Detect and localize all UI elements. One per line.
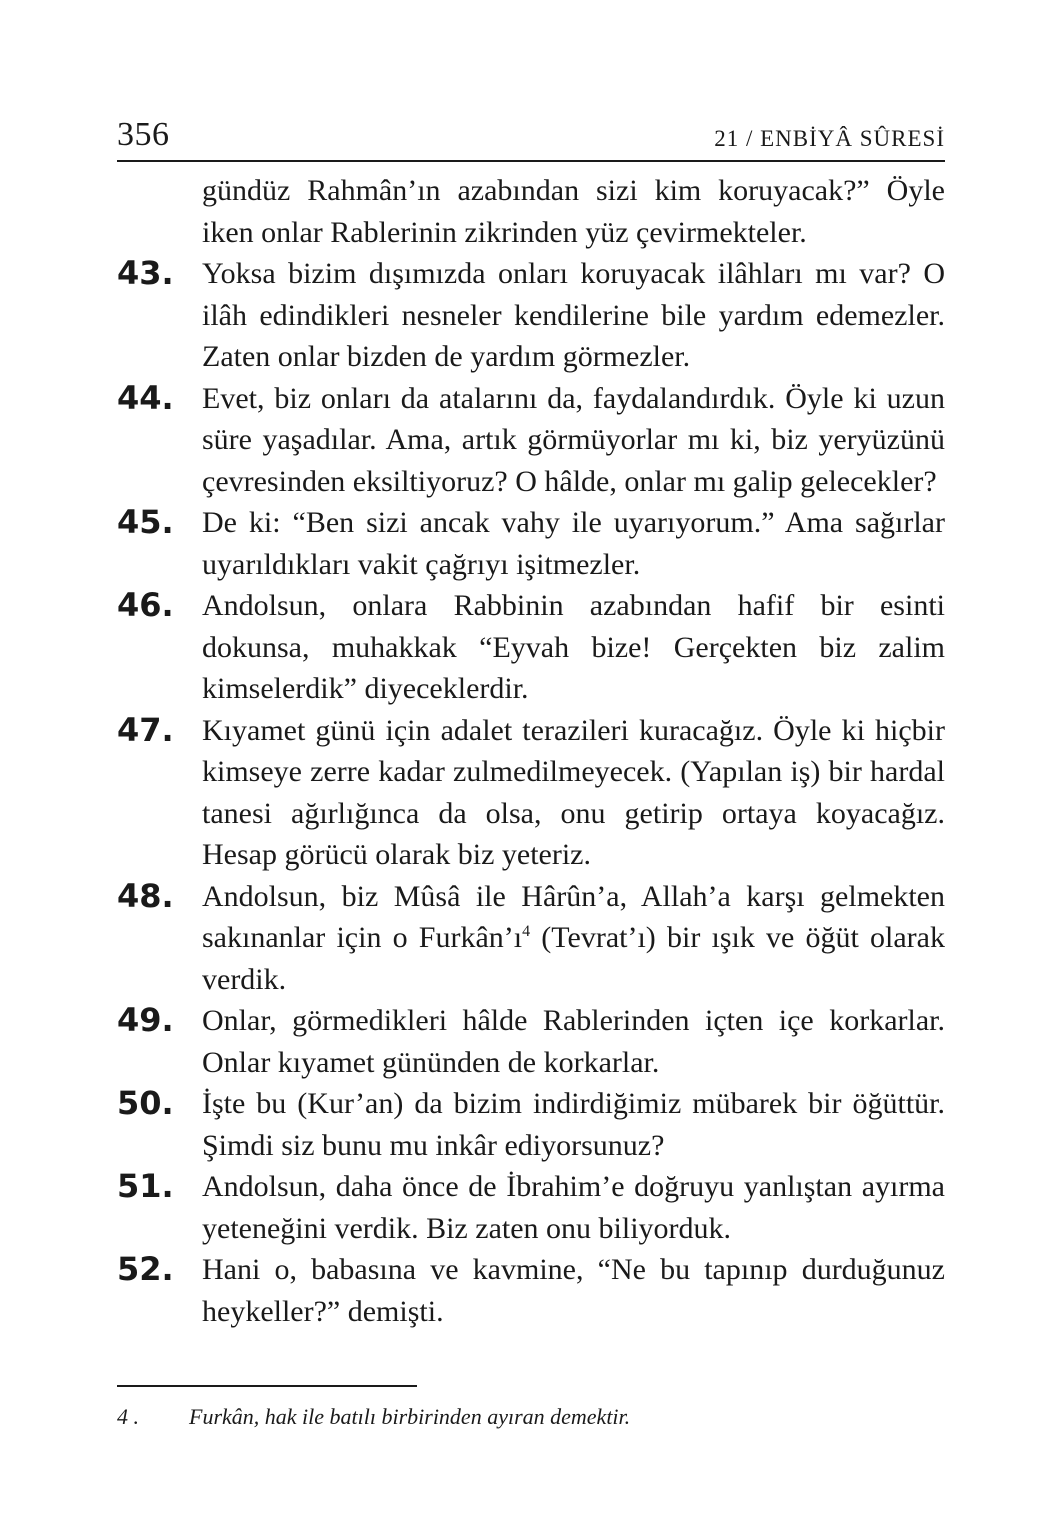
verse-text: De ki: “Ben sizi ancak vahy ile uyarıyorum.” Ama sağırlar uyarıldıkları vakit çağrıyı işitmezler.: [202, 506, 945, 581]
footnote-reference[interactable]: 4: [522, 923, 531, 940]
verse-text: Onlar, görmedikleri hâlde Rablerinden içten içe korkarlar. Onlar kıyamet gününden de korkarlar.: [202, 1004, 945, 1079]
page-body: [117, 170, 945, 1332]
verse-text: Andolsun, onlara Rabbinin azabından hafif bir esinti dokunsa, muhakkak “Eyvah bize! Gerçekten biz zalim kimselerdik” diyeceklerdir.: [202, 589, 945, 705]
verse-51: [117, 1166, 945, 1249]
verse-number: 45.: [117, 503, 174, 541]
verse-text: Hani o, babasına ve kavmine, “Ne bu tapınıp durduğunuz heykeller?” demişti.: [202, 1253, 945, 1328]
verse-43: [117, 253, 945, 378]
verse-50: [117, 1083, 945, 1166]
verse-number: 50.: [117, 1084, 174, 1122]
page-header: [117, 112, 945, 162]
verse-text: [202, 876, 945, 1001]
verse-45: [117, 502, 945, 585]
verse-number: 44.: [117, 378, 174, 417]
footnote: [117, 1404, 945, 1430]
verse-continuation: [117, 170, 945, 253]
running-title: 21 / ENBİYÂ SÛRESİ: [714, 126, 945, 151]
verse-number: 46.: [117, 586, 174, 624]
footnote-divider: [117, 1385, 417, 1387]
verse-text-part: Andolsun, biz Mûsâ ile Hârûn’a, Allah’a karşı gelmekten sakınanlar için o Furkân’ı: [202, 879, 945, 954]
verse-number: 48.: [117, 876, 174, 915]
verse-text: Kıyamet günü için adalet terazileri kuracağız. Öyle ki hiçbir kimseye zerre kadar zulmedilmeyecek. (Yapılan iş) bir hardal tanesi ağırlığınca da olsa, onu getirip ortaya koyacağız. Hesap görücü olarak biz yeteriz.: [202, 713, 945, 871]
verse-48: [117, 876, 945, 1001]
verse-number: 47.: [117, 710, 174, 749]
verse-number: 52.: [117, 1250, 174, 1288]
verse-49: [117, 1000, 945, 1083]
verse-text: İşte bu (Kur’an) da bizim indirdiğimiz mübarek bir öğüttür. Şimdi siz bunu mu inkâr ediyorsunuz?: [202, 1087, 945, 1162]
verse-text: Evet, biz onları da atalarını da, faydalandırdık. Öyle ki uzun süre yaşadılar. Ama, artık görmüyorlar mı ki, biz yeryüzünü çevresinden eksiltiyoruz? O hâlde, onlar mı galip gelecekler?: [202, 381, 945, 498]
page-number: 356: [117, 116, 170, 153]
verse-text: gündüz Rahmân’ın azabından sizi kim koruyacak?” Öyle iken onlar Rablerinin zikrinden yüz çevirmekteler.: [202, 174, 945, 249]
verse-52: [117, 1249, 945, 1332]
verse-number: 49.: [117, 1001, 174, 1039]
verse-text-part: (Tevrat’ı) bir ışık ve öğüt olarak verdik.: [202, 921, 945, 996]
verse-44: [117, 378, 945, 503]
verse-number: 43.: [117, 254, 174, 292]
verse-number: 51.: [117, 1167, 174, 1205]
verse-47: [117, 710, 945, 876]
verse-46: [117, 585, 945, 710]
footnote-text: Furkân, hak ile batılı birbirinden ayıran demektir.: [189, 1404, 631, 1429]
verse-text: Yoksa bizim dışımızda onları koruyacak ilâhları mı var? O ilâh edindikleri nesneler kendilerine bile yardım edemezler. Zaten onlar bizden de yardım görmezler.: [202, 257, 945, 373]
verse-text: Andolsun, daha önce de İbrahim’e doğruyu yanlıştan ayırma yeteneğini verdik. Biz zaten onu biliyorduk.: [202, 1170, 945, 1245]
footnote-number: 4 .: [117, 1404, 139, 1429]
